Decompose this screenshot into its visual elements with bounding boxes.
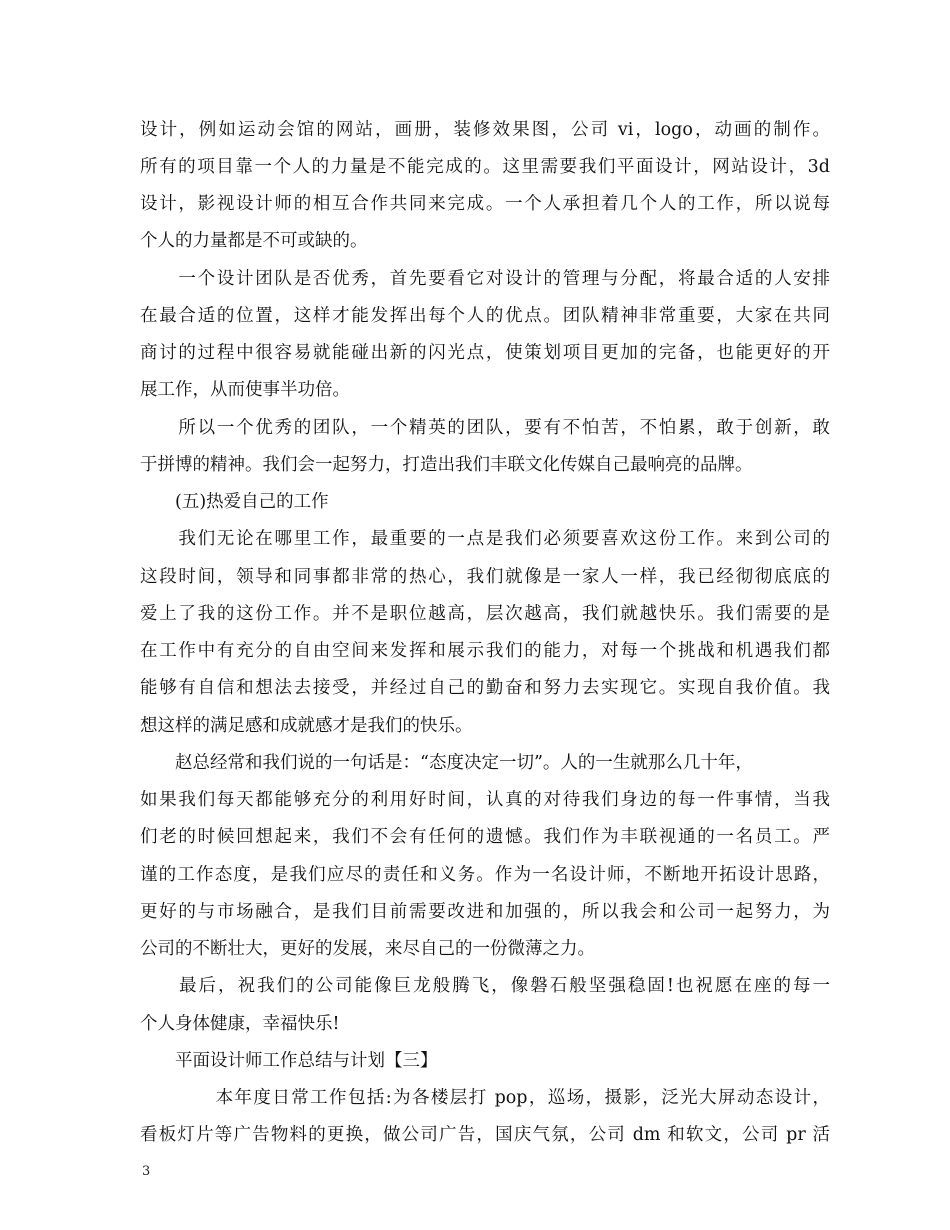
section-heading: 平面设计师工作总结与计划【三】 [140, 1051, 438, 1071]
text-line: 们老的时候回想起来，我们不会有任何的遗憾。我们作为丰联视通的一名员工。严 [140, 827, 830, 847]
text-line: 在最合适的位置，这样才能发挥出每个人的优点。团队精神非常重要，大家在共同 [140, 306, 830, 326]
text-line: 谨的工作态度，是我们应尽的责任和义务。作为一名设计师，不断地开拓设计思路， [140, 865, 830, 885]
text-line: 赵总经常和我们说的一句话是：“态度决定一切”。人的一生就那么几十年， [140, 753, 753, 773]
text-line: 商讨的过程中很容易就能碰出新的闪光点，使策划项目更加的完备，也能更好的开 [140, 343, 830, 363]
text-line: 看板灯片等广告物料的更换，做公司广告，国庆气氛，公司 dm 和软文，公司 pr 活 [140, 1125, 830, 1145]
text-line: 想这样的满足感和成就感才是我们的快乐。 [140, 716, 473, 736]
text-line: 我们无论在哪里工作，最重要的一点是我们必须要喜欢这份工作。来到公司的 [140, 529, 830, 549]
text-line: 所有的项目靠一个人的力量是不能完成的。这里需要我们平面设计，网站设计，3d [140, 157, 830, 177]
text-line: 设计，例如运动会馆的网站，画册，装修效果图，公司 vi，logo，动画的制作。 [140, 120, 830, 140]
text-line: 设计，影视设计师的相互合作共同来完成。一个人承担着几个人的工作，所以说每 [140, 194, 830, 214]
text-line: 个人的力量都是不可或缺的。 [140, 231, 368, 251]
text-line: 这段时间，领导和同事都非常的热心，我们就像是一家人一样，我已经彻彻底底的 [140, 567, 830, 587]
page-number: 3 [142, 1164, 151, 1179]
text-line: 一个设计团队是否优秀，首先要看它对设计的管理与分配，将最合适的人安排 [140, 269, 830, 289]
text-line: 能够有自信和想法去接受，并经过自己的勤奋和努力去实现它。实现自我价值。我 [140, 678, 830, 698]
text-line: 公司的不断壮大，更好的发展，来尽自己的一份微薄之力。 [140, 939, 595, 959]
section-heading: (五)热爱自己的工作 [140, 492, 329, 512]
text-line: 于拼博的精神。我们会一起努力，打造出我们丰联文化传媒自己最响亮的品牌。 [140, 455, 753, 475]
text-line: 本年度日常工作包括:为各楼层打 pop，巡场，摄影，泛光大屏动态设计， [140, 1088, 830, 1108]
text-line: 在工作中有充分的自由空间来发挥和展示我们的能力，对每一个挑战和机遇我们都 [140, 641, 830, 661]
text-line: 如果我们每天都能够充分的利用好时间，认真的对待我们身边的每一件事情，当我 [140, 790, 830, 810]
text-line: 最后，祝我们的公司能像巨龙般腾飞，像磐石般坚强稳固!也祝愿在座的每一 [140, 976, 830, 996]
text-line: 更好的与市场融合，是我们目前需要改进和加强的，所以我会和公司一起努力，为 [140, 902, 830, 922]
text-line: 爱上了我的这份工作。并不是职位越高，层次越高，我们就越快乐。我们需要的是 [140, 604, 830, 624]
text-line: 个人身体健康，幸福快乐! [140, 1014, 340, 1034]
text-line: 所以一个优秀的团队，一个精英的团队，要有不怕苦，不怕累，敢于创新，敢 [140, 418, 830, 438]
text-line: 展工作，从而使事半功倍。 [140, 380, 350, 400]
